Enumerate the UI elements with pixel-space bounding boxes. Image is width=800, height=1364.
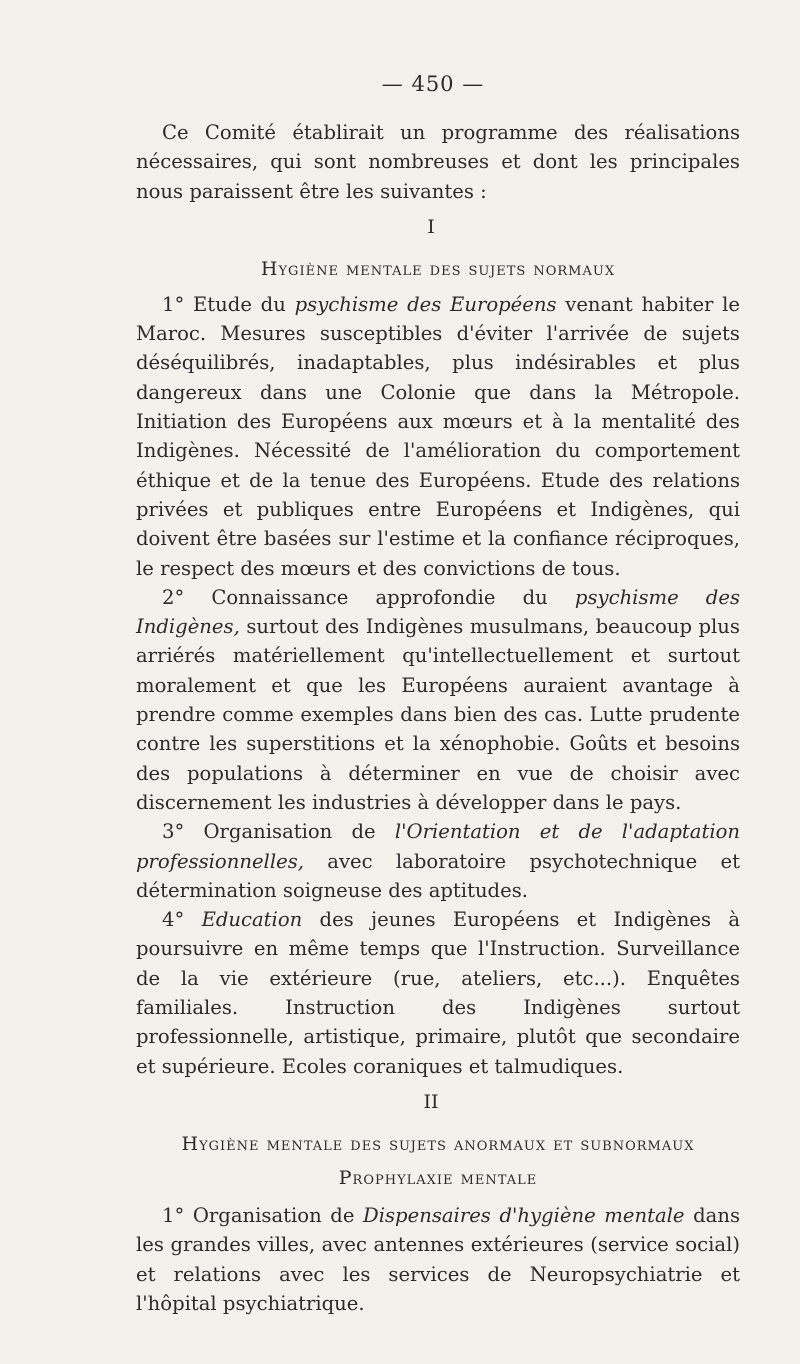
section-1-item-1	[136, 290, 740, 583]
page-number: — 450 —	[381, 72, 485, 96]
item-text: des jeunes Européens et Indigènes à poursuivre en même temps que l'Instruction. Surveillance de la vie extérieure (rue, ateliers, etc...). Enquêtes familiales. Instruction des Indigènes surtout professionnelle, artistique, primaire, plutôt que secondaire et supérieure. Ecoles coraniques et talmudiques.	[136, 908, 740, 1078]
item-lead: 1° Etude du	[162, 292, 295, 316]
item-emphasis: psychisme des Européens	[294, 292, 557, 316]
item-text: dans les grandes villes, avec antennes extérieures (service social) et relations avec les services de Neuropsychiatrie et l'hôpital psychiatrique.	[136, 1203, 740, 1315]
section-1-numeral: I	[427, 215, 435, 238]
section-2-heading: Hygiène mentale des sujets anormaux et subnormaux	[181, 1132, 695, 1155]
item-lead: 3° Organisation de	[162, 820, 395, 844]
section-1-item-4	[136, 905, 740, 1081]
section-1-heading: Hygiène mentale des sujets normaux	[260, 257, 616, 280]
item-lead: 2° Connaissance approfondie du	[162, 585, 575, 609]
item-text: avec laboratoire psychotechnique et détermination soigneuse des aptitudes.	[136, 849, 740, 902]
item-emphasis: Dispensaires d'hygiène mentale	[363, 1203, 685, 1227]
item-text: surtout des Indigènes musulmans, beaucoup plus arriérés matériellement qu'intellectuellement et surtout moralement et que les Européens auraient avantage à prendre comme exemples dans bien des cas. Lutte prudente contre les superstitions et la xénophobie. Goûts et besoins des populations à déterminer en vue de choisir avec discernement les industries à développer dans le pays.	[136, 615, 740, 814]
section-2-item-1	[136, 1201, 740, 1318]
item-lead: 1° Organisation de	[162, 1203, 364, 1227]
item-emphasis: psychisme des Indigènes,	[136, 585, 741, 639]
section-2-subheading: Prophylaxie mentale	[338, 1166, 538, 1189]
item-emphasis: Education	[201, 908, 303, 932]
section-1-item-2	[136, 583, 740, 817]
section-1-item-3	[136, 817, 740, 905]
section-2-numeral: II	[423, 1090, 439, 1113]
item-text: venant habiter le Maroc. Mesures susceptibles d'éviter l'arrivée de sujets déséquilibrés, inadaptables, plus indésirables et plus dangereux dans une Colonie que dans la Métropole. Initiation des Européens aux mœurs et à la mentalité des Indigènes. Nécessité de l'amélioration du comportement éthique et de la tenue des Européens. Etude des relations privées et publiques entre Européens et Indigènes, qui doivent être basées sur l'estime et la confiance réciproques, le respect des mœurs et des convictions de tous.	[136, 292, 741, 580]
item-lead: 4°	[162, 908, 202, 932]
item-emphasis: l'Orientation et de l'adaptation professionnelles,	[136, 820, 741, 873]
intro-paragraph: Ce Comité établirait un programme des réalisations nécessaires, qui sont nombreuses et dont les principales nous paraissent être les suivantes :	[136, 121, 740, 203]
